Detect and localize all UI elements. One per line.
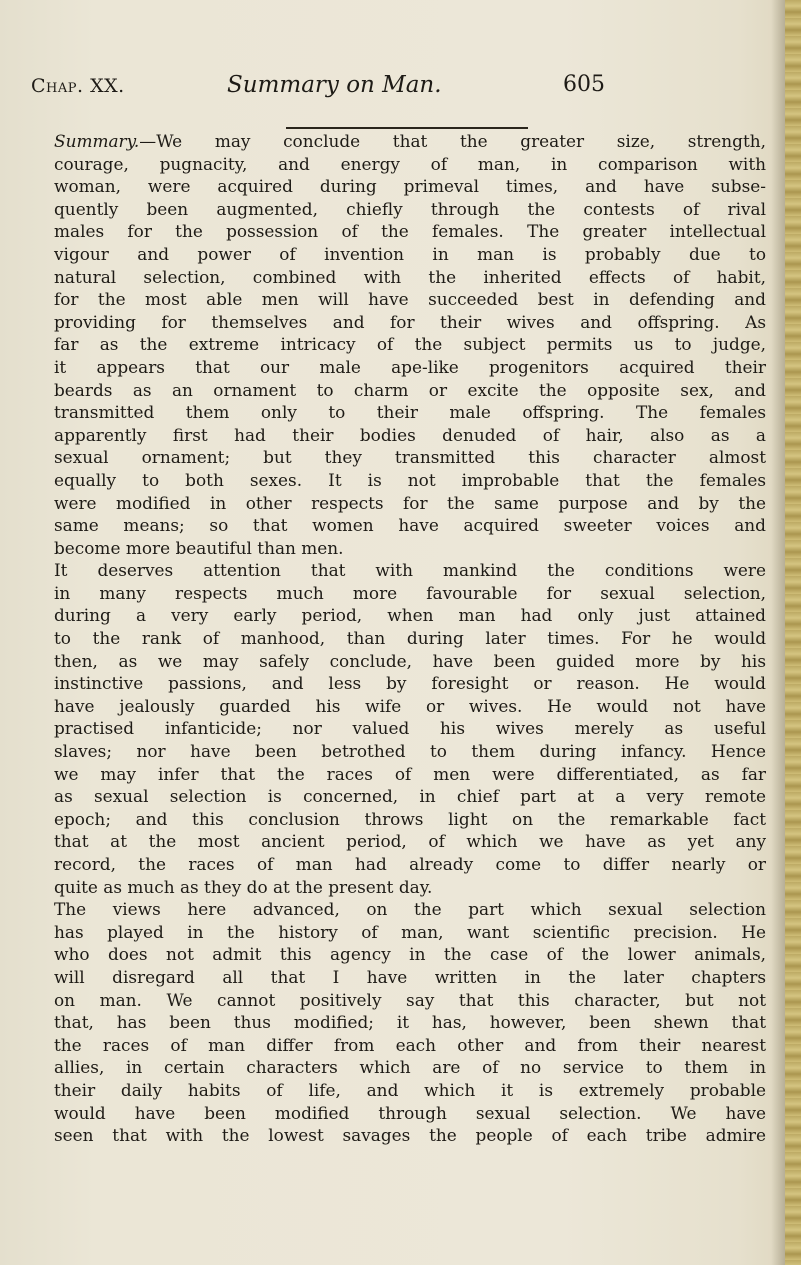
text-line: then, as we may safely conclude, have been guided more by his (54, 650, 766, 671)
text-line: beards as an ornament to charm or excite the opposite sex, and (54, 379, 766, 400)
running-header (31, 72, 771, 115)
text-line: apparently first had their bodies denuded of hair, also as a (54, 424, 766, 445)
text-line: transmitted them only to their male offspring. The females (54, 402, 766, 423)
text-line: their daily habits of life, and which it is extremely probable (54, 1079, 766, 1100)
header-rule (286, 127, 528, 129)
paragraph-start-line: The views here advanced, on the part which sexual selection (54, 899, 766, 920)
text-line: practised infanticide; nor valued his wives merely as useful (54, 718, 766, 739)
text-line: will disregard all that I have written in the later chapters (54, 966, 766, 987)
text-line: that at the most ancient period, of which we have as yet any (54, 831, 766, 852)
section-lead-in: Summary. (54, 131, 140, 151)
text-line: during a very early period, when man had only just attained (54, 605, 766, 626)
text-line: record, the races of man had already come to differ nearly or (54, 854, 766, 874)
text-line: for the most able men will have succeeded best in defending and (54, 289, 766, 310)
body-text (54, 130, 766, 1147)
text-line: who does not admit this agency in the case of the lower animals, (54, 944, 766, 965)
text-line: same means; so that women have acquired sweeter voices and (54, 515, 766, 536)
text-line: quently been augmented, chiefly through the contests of rival (54, 198, 766, 219)
text-line: that, has been thus modified; it has, however, been shewn that (54, 1012, 766, 1033)
text-line: were modified in other respects for the same purpose and by the (54, 492, 766, 513)
text-line: natural selection, combined with the inherited effects of habit, (54, 266, 766, 287)
text-line: allies, in certain characters which are of no service to them in (54, 1057, 766, 1078)
paragraph-end-line: quite as much as they do at the present day. (54, 876, 433, 897)
page-number: 605 (563, 72, 605, 97)
text-line: has played in the history of man, want scientific precision. He (54, 921, 766, 942)
text-line: sexual ornament; but they transmitted this character almost (54, 447, 766, 468)
binding-shadow (771, 0, 785, 1265)
text-line: providing for themselves and for their wives and offspring. As (54, 311, 766, 332)
text-line: woman, were acquired during primeval times, and have subse- (54, 176, 766, 197)
text-line: males for the possession of the females. The greater intellectual (54, 221, 766, 242)
text-line-1: Summary.—We may conclude that the greater size, strength, (54, 131, 766, 151)
text-line: as sexual selection is concerned, in chief part at a very remote (54, 786, 766, 807)
text-line: the races of man differ from each other and from their nearest (54, 1034, 766, 1055)
text-line: we may infer that the races of men were differentiated, as far (54, 763, 766, 784)
text-line: courage, pugnacity, and energy of man, in comparison with (54, 153, 766, 174)
text-line: equally to both sexes. It is not improbable that the females (54, 469, 766, 490)
text-line: have jealously guarded his wife or wives. He would not have (54, 695, 766, 716)
text-line: to the rank of manhood, than during later times. For he would (54, 628, 766, 649)
paragraph-end-line: become more beautiful than men. (54, 537, 344, 558)
text-line: in many respects much more favourable for sexual selection, (54, 582, 766, 603)
text-line: seen that with the lowest savages the people of each tribe admire (54, 1125, 766, 1146)
text-line: would have been modified through sexual selection. We have (54, 1102, 766, 1123)
text-line: vigour and power of invention in man is probably due to (54, 243, 766, 264)
text-line: slaves; nor have been betrothed to them during infancy. Hence (54, 741, 766, 762)
text-line: far as the extreme intricacy of the subject permits us to judge, (54, 334, 766, 355)
running-title: Summary on Man. (227, 72, 442, 98)
text-line: it appears that our male ape-like progenitors acquired their (54, 356, 766, 377)
text-line: epoch; and this conclusion throws light on the remarkable fact (54, 808, 766, 829)
book-binding-edge (785, 0, 801, 1265)
text-line: instinctive passions, and less by foresight or reason. He would (54, 673, 766, 694)
paragraph-start-line: It deserves attention that with mankind the conditions were (54, 560, 766, 581)
chapter-label: Chap. XX. (31, 75, 125, 97)
text-line: on man. We cannot positively say that this character, but not (54, 989, 766, 1010)
